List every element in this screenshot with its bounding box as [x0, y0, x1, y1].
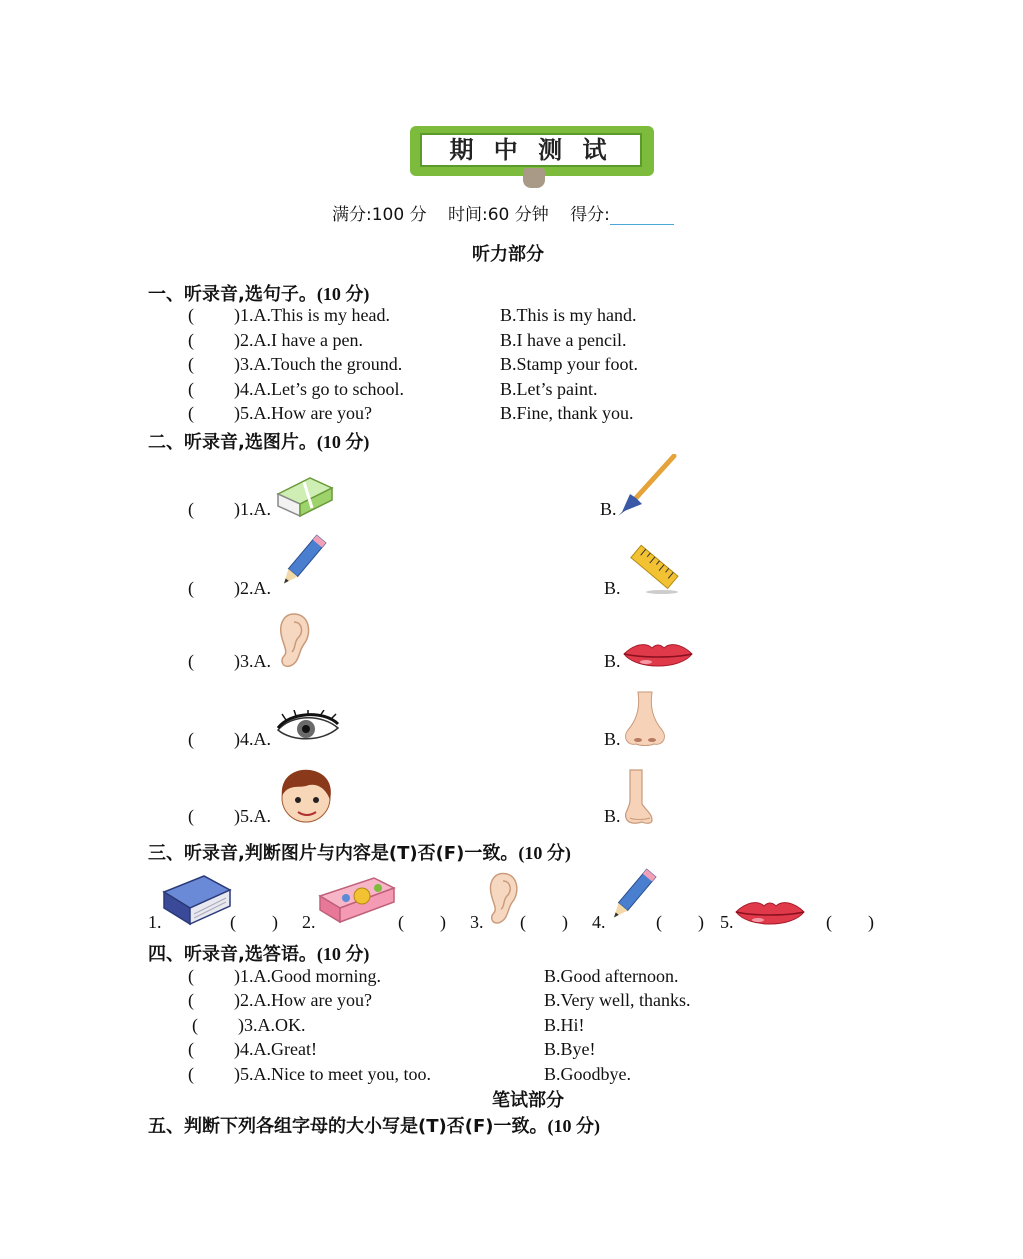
- ear-icon[interactable]: [276, 612, 314, 670]
- option-b: B.Hi!: [544, 1015, 585, 1035]
- pencil-icon[interactable]: [604, 864, 660, 928]
- part1-row-3: [188, 354, 402, 375]
- score-label: 得分:: [570, 205, 610, 225]
- option-a: )2.A.I have a pen.: [234, 330, 363, 350]
- answer-paren[interactable]: (: [188, 1039, 194, 1059]
- part4-row-3: [192, 1015, 306, 1036]
- answer-paren[interactable]: ( ): [656, 912, 704, 932]
- full-score: 满分:100 分: [332, 205, 427, 225]
- option-a: )3.A.OK.: [238, 1015, 306, 1035]
- option-a: )2.A.: [234, 578, 271, 598]
- answer-paren[interactable]: ( ): [826, 912, 874, 932]
- part2-row-3: [188, 651, 271, 672]
- section-4-heading: [148, 940, 369, 966]
- section-label: 三、听录音,判断图片与内容是(T)否(F)一致。: [148, 843, 519, 864]
- option-b: B.: [604, 651, 621, 671]
- option-b: B.This is my hand.: [500, 305, 637, 325]
- eraser-icon[interactable]: [274, 468, 336, 518]
- section-label: 四、听录音,选答语。: [148, 944, 317, 965]
- part2-row-2: [188, 578, 271, 599]
- part2-row-1: [188, 499, 271, 520]
- answer-paren[interactable]: (: [188, 403, 194, 423]
- answer-paren[interactable]: (: [188, 1064, 194, 1084]
- section-points: (10 分): [518, 843, 571, 863]
- answer-paren[interactable]: (: [188, 354, 194, 374]
- eye-icon[interactable]: [276, 710, 340, 746]
- answer-paren[interactable]: (: [188, 990, 194, 1010]
- option-b: B.Stamp your foot.: [500, 354, 638, 374]
- part3-num-3: 3.: [470, 912, 484, 932]
- listening-heading: 听力部分: [472, 244, 544, 265]
- option-b: B.Bye!: [544, 1039, 596, 1059]
- answer-paren[interactable]: (: [188, 499, 194, 519]
- option-b: B.Very well, thanks.: [544, 990, 691, 1010]
- option-b: B.: [604, 806, 621, 826]
- writing-heading: 笔试部分: [492, 1090, 564, 1111]
- paintbrush-icon[interactable]: [614, 454, 678, 518]
- part1-row-1: [188, 305, 390, 326]
- part1-row-5: [188, 403, 372, 424]
- time-limit: 时间:60 分钟: [448, 205, 549, 225]
- part1-row-4: [188, 379, 404, 400]
- option-b: B.Fine, thank you.: [500, 403, 634, 423]
- option-a: )4.A.Let’s go to school.: [234, 379, 404, 399]
- part4-row-2: [188, 990, 372, 1011]
- score-line: [332, 200, 690, 225]
- book-icon[interactable]: [160, 872, 232, 930]
- score-blank[interactable]: [610, 206, 674, 225]
- section-points: (10 分): [316, 432, 370, 452]
- answer-paren[interactable]: (: [188, 379, 194, 399]
- option-b: B.: [600, 499, 617, 519]
- part2-row-4: [188, 729, 271, 750]
- banner-tab: [523, 168, 545, 188]
- part3-num-2: 2.: [302, 912, 316, 932]
- part4-row-5: [188, 1064, 431, 1085]
- part4-row-1: [188, 966, 381, 987]
- part3-num-5: 5.: [720, 912, 734, 932]
- option-a: )4.A.: [234, 729, 271, 749]
- foot-icon[interactable]: [622, 768, 656, 826]
- answer-paren[interactable]: ( ): [520, 912, 568, 932]
- answer-paren[interactable]: (: [192, 1015, 198, 1035]
- option-a: )1.A.Good morning.: [234, 966, 381, 986]
- option-b: B.Let’s paint.: [500, 379, 598, 399]
- part4-row-4: [188, 1039, 317, 1060]
- pencil-icon[interactable]: [274, 530, 330, 594]
- lips-icon[interactable]: [622, 640, 694, 672]
- part3-num-1: 1.: [148, 912, 162, 932]
- answer-paren[interactable]: ( ): [230, 912, 278, 932]
- answer-paren[interactable]: (: [188, 966, 194, 986]
- ruler-icon[interactable]: [624, 538, 682, 596]
- option-a: )5.A.How are you?: [234, 403, 372, 423]
- option-b: B.: [604, 729, 621, 749]
- section-label: 二、听录音,选图片。: [148, 432, 317, 453]
- option-a: )3.A.Touch the ground.: [234, 354, 403, 374]
- nose-icon[interactable]: [620, 690, 670, 748]
- option-a: )1.A.: [234, 499, 271, 519]
- answer-paren[interactable]: (: [188, 330, 194, 350]
- face-icon[interactable]: [276, 766, 336, 826]
- option-a: )2.A.How are you?: [234, 990, 372, 1010]
- section-label: 五、判断下列各组字母的大小写是(T)否(F)一致。: [148, 1116, 548, 1137]
- answer-paren[interactable]: (: [188, 651, 194, 671]
- option-b: B.: [604, 578, 621, 598]
- option-b: B.Good afternoon.: [544, 966, 679, 986]
- answer-paren[interactable]: ( ): [398, 912, 446, 932]
- section-1-heading: [148, 280, 369, 306]
- page-title: 期 中 测 试: [449, 136, 613, 164]
- section-points: (10 分): [316, 944, 370, 964]
- section-points: (10 分): [547, 1116, 600, 1136]
- answer-paren[interactable]: (: [188, 729, 194, 749]
- section-points: (10 分): [316, 284, 370, 304]
- option-a: )1.A.This is my head.: [234, 305, 390, 325]
- part3-num-4: 4.: [592, 912, 606, 932]
- option-b: B.Goodbye.: [544, 1064, 631, 1084]
- part1-row-2: [188, 330, 363, 351]
- option-a: )4.A.Great!: [234, 1039, 317, 1059]
- title-banner: [410, 126, 654, 186]
- section-5-heading: [148, 1112, 600, 1138]
- section-3-heading: [148, 839, 571, 865]
- section-2-heading: [148, 428, 369, 454]
- answer-paren[interactable]: (: [188, 578, 194, 598]
- answer-paren[interactable]: (: [188, 806, 194, 826]
- answer-paren[interactable]: (: [188, 305, 194, 325]
- section-label: 一、听录音,选句子。: [148, 284, 317, 305]
- part2-row-5: [188, 806, 271, 827]
- option-a: )5.A.: [234, 806, 271, 826]
- option-b: B.I have a pencil.: [500, 330, 627, 350]
- option-a: )5.A.Nice to meet you, too.: [234, 1064, 431, 1084]
- pencil-box-icon[interactable]: [316, 874, 398, 926]
- lips-icon[interactable]: [734, 898, 806, 930]
- option-a: )3.A.: [234, 651, 271, 671]
- ear-icon[interactable]: [486, 870, 522, 928]
